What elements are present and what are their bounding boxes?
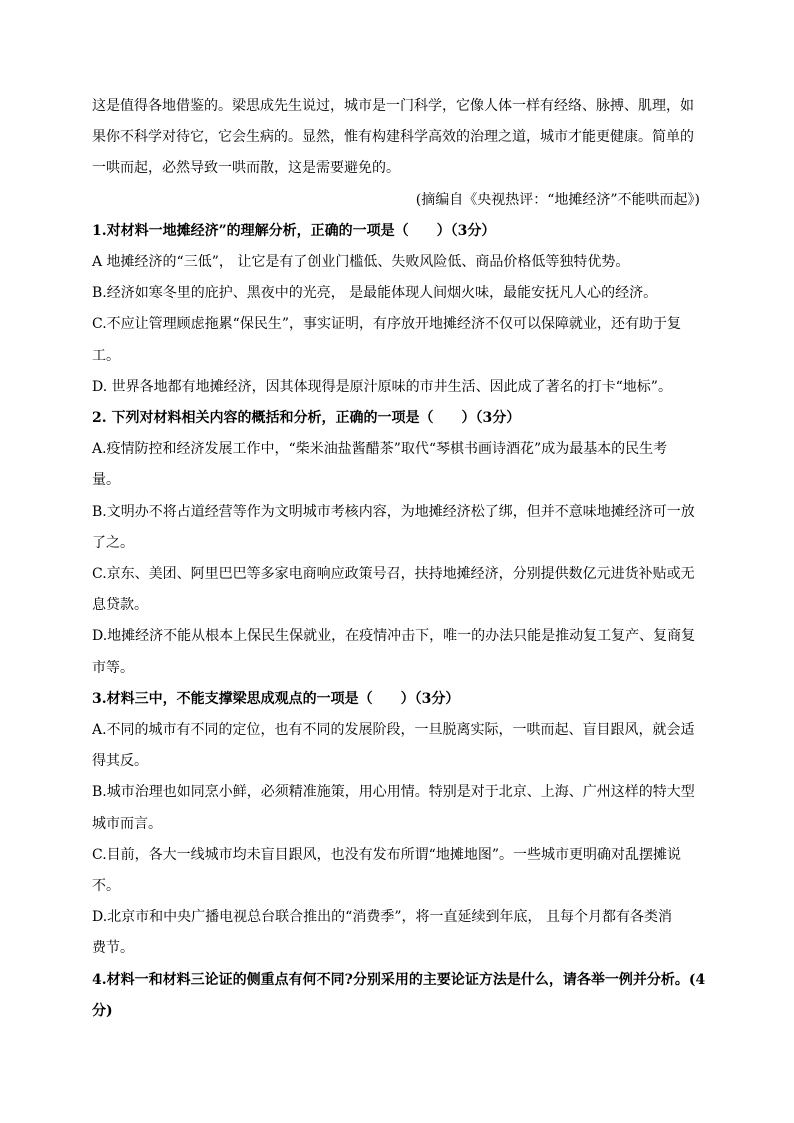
question-4-stem: 4.材料一和材料三论证的侧重点有何不同?分别采用的主要论证方法是什么，请各举一例并分析。(4	[92, 971, 706, 988]
question-1-stem: 1.对材料一地摊经济”的理解分析，正确的一项是（ ）（3分）	[92, 222, 496, 239]
passage-line: 一哄而起，必然导致一哄而散，这是需要避免的。	[92, 160, 400, 177]
question-2-stem: 2. 下列对材料相关内容的概括和分析，正确的一项是（ ）（3分）	[92, 410, 521, 427]
question-1-option-a: A 地摊经济的“三低”， 让它是有了创业门槛低、失败风险低、商品价格低等独特优势。	[92, 254, 630, 271]
source-citation: (摘编自《央视热评：“地摊经济”不能哄而起》)	[415, 191, 700, 208]
question-2-option-c-cont: 息贷款。	[92, 597, 148, 614]
question-2-option-d-cont: 市等。	[92, 659, 134, 676]
passage-line: 果你不科学对待它，它会生病的。显然，惟有构建科学高效的治理之道，城市才能更健康。简单的	[92, 129, 694, 146]
question-2-option-d: D.地摊经济不能从根本上保民生保就业，在疫情冲击下，唯一的办法只能是推动复工复产、复商复	[92, 628, 696, 645]
question-3-option-c-cont: 不。	[92, 878, 120, 895]
question-3-option-a-cont: 得其反。	[92, 753, 148, 770]
question-3-option-d-cont: 费节。	[92, 940, 134, 957]
question-1-option-b: B.经济如寒冬里的庇护、黑夜中的光亮， 是最能体现人间烟火味，最能安抚凡人心的经济。	[92, 285, 658, 302]
question-3-option-c: C.目前，各大一线城市均未盲目跟风，也没有发布所谓“地摊地图”。一些城市更明确对乱摆摊说	[92, 846, 681, 863]
question-3-option-d: D.北京市和中央广播电视总台联合推出的“消费季”，将一直延续到年底， 且每个月都有各类消	[92, 909, 672, 926]
question-3-option-a: A.不同的城市有不同的定位，也有不同的发展阶段，一旦脱离实际，一哄而起、盲目跟风，就会适	[92, 722, 695, 739]
question-1-option-c: C.不应让管理顾虑拖累“保民生”，事实证明，有序放开地摊经济不仅可以保障就业，还有助于复	[92, 316, 681, 333]
question-2-option-a: A.疫情防控和经济发展工作中，“柴米油盐酱醋茶”取代“琴棋书画诗酒花”成为最基本的民生考	[92, 441, 668, 458]
question-2-option-b: B.文明办不将占道经营等作为文明城市考核内容，为地摊经济松了绑，但并不意味地摊经济可一放	[92, 503, 695, 520]
question-4-stem-cont: 分)	[92, 1002, 113, 1019]
question-2-option-c: C.京东、美团、阿里巴巴等多家电商响应政策号召，扶持地摊经济，分别提供数亿元进货补贴或无	[92, 566, 695, 583]
question-1-option-c-cont: 工。	[92, 347, 120, 364]
page-content	[92, 91, 706, 1027]
question-3-option-b: B.城市治理也如同烹小鲜，必须精准施策，用心用情。特别是对于北京、上海、广州这样的特大型	[92, 784, 695, 801]
question-1-option-d: D. 世界各地都有地摊经济，因其体现得是原汁原味的市井生活、因此成了著名的打卡“地标”。	[92, 378, 672, 395]
question-2-option-b-cont: 了之。	[92, 534, 134, 551]
question-3-option-b-cont: 城市而言。	[92, 815, 162, 832]
question-2-option-a-cont: 量。	[92, 472, 120, 489]
question-3-stem: 3.材料三中，不能支撑梁思成观点的一项是（ ）（3分）	[92, 690, 460, 707]
passage-line: 这是值得各地借鉴的。梁思成先生说过，城市是一门科学，它像人体一样有经络、脉搏、肌理，如	[92, 98, 694, 114]
